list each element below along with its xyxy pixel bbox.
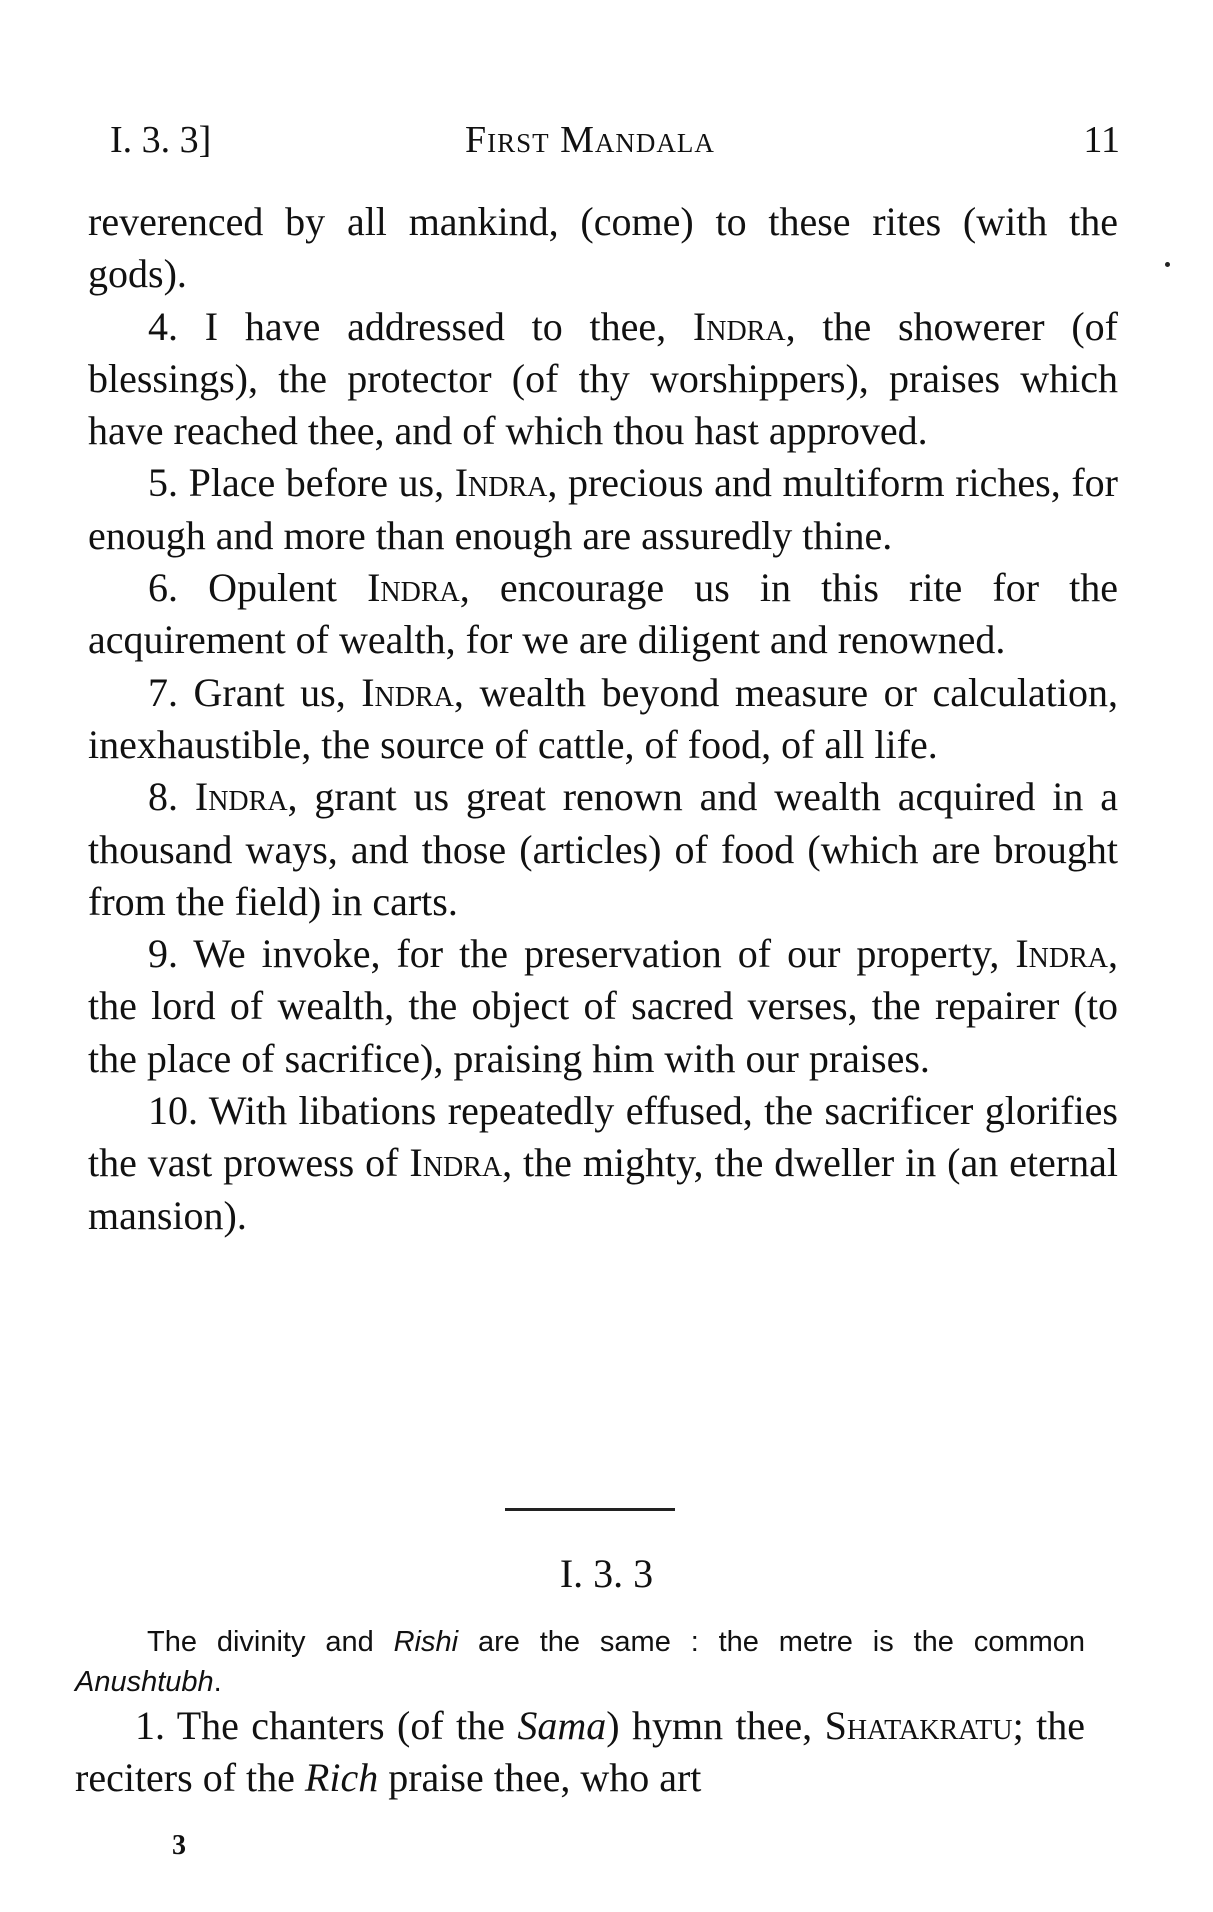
- section-note: [75, 1622, 1085, 1702]
- deity-name: Indra: [367, 565, 460, 611]
- shatakratu-name: Shatakratu: [824, 1703, 1013, 1748]
- deity-name: Indra: [361, 669, 454, 715]
- verse-paragraph: 7. Grant us, Indra, wealth beyond measure or calculation, inexhaustible, the source of cattle, of food, of all life.: [88, 669, 1118, 767]
- verse-paragraph: 8. Indra, grant us great renown and wealth acquired in a thousand ways, and those (articles) of food (which are brought from the field) in carts.: [88, 774, 1119, 924]
- verse-paragraph: 10. With libations repeatedly effused, the sacrificer glorifies the vast prowess of Indra, the mighty, the dweller in (an eternal mansion).: [88, 1088, 1118, 1238]
- section-divider: [505, 1508, 675, 1511]
- rich-term: Rich: [304, 1755, 379, 1800]
- section-note-text: The divinity and Rishi are the same : the metre is the common Anushtubh.: [75, 1626, 1085, 1698]
- sama-term: Sama: [517, 1703, 607, 1748]
- verse-1: 1. The chanters (of the Sama) hymn thee, Shatakratu; the reciters of the Rich praise thee, who art: [75, 1703, 1085, 1800]
- metre-term: Anushtubh: [75, 1666, 214, 1698]
- body-text: [88, 196, 1118, 1242]
- running-header: [110, 118, 1120, 168]
- header-reference: I. 3. 3]: [110, 119, 212, 161]
- page-number: 11: [1083, 119, 1120, 161]
- verse-paragraph: 5. Place before us, Indra, precious and multiform riches, for enough and more than enough are assuredly thine.: [88, 460, 1118, 558]
- deity-name: Indra: [454, 460, 548, 506]
- rishi-term: Rishi: [393, 1626, 459, 1658]
- verse-paragraph: 6. Opulent Indra, encourage us in this rite for the acquirement of wealth, for we are diligent and renowned.: [88, 565, 1118, 663]
- section-number: I. 3. 3: [559, 1551, 654, 1596]
- deity-name: Indra: [194, 774, 288, 820]
- signature-mark: 3: [172, 1830, 186, 1861]
- print-speck: [1165, 262, 1170, 267]
- deity-name: Indra: [692, 303, 786, 349]
- continuation-paragraph: reverenced by all mankind, (come) to these rites (with the gods).: [88, 199, 1118, 297]
- deity-name: Indra: [1015, 931, 1108, 977]
- header-title: First Mandala: [465, 119, 715, 161]
- verse-paragraph: 4. I have addressed to thee, Indra, the showerer (of blessings), the protector (of thy worshippers), praises which have reached thee, and of which thou hast approved.: [88, 303, 1119, 454]
- deity-name: Indra: [409, 1140, 503, 1186]
- verse-paragraph: 9. We invoke, for the preservation of our property, Indra, the lord of wealth, the object of sacred verses, the repairer (to the place of sacrifice), praising him with our praises.: [88, 931, 1118, 1081]
